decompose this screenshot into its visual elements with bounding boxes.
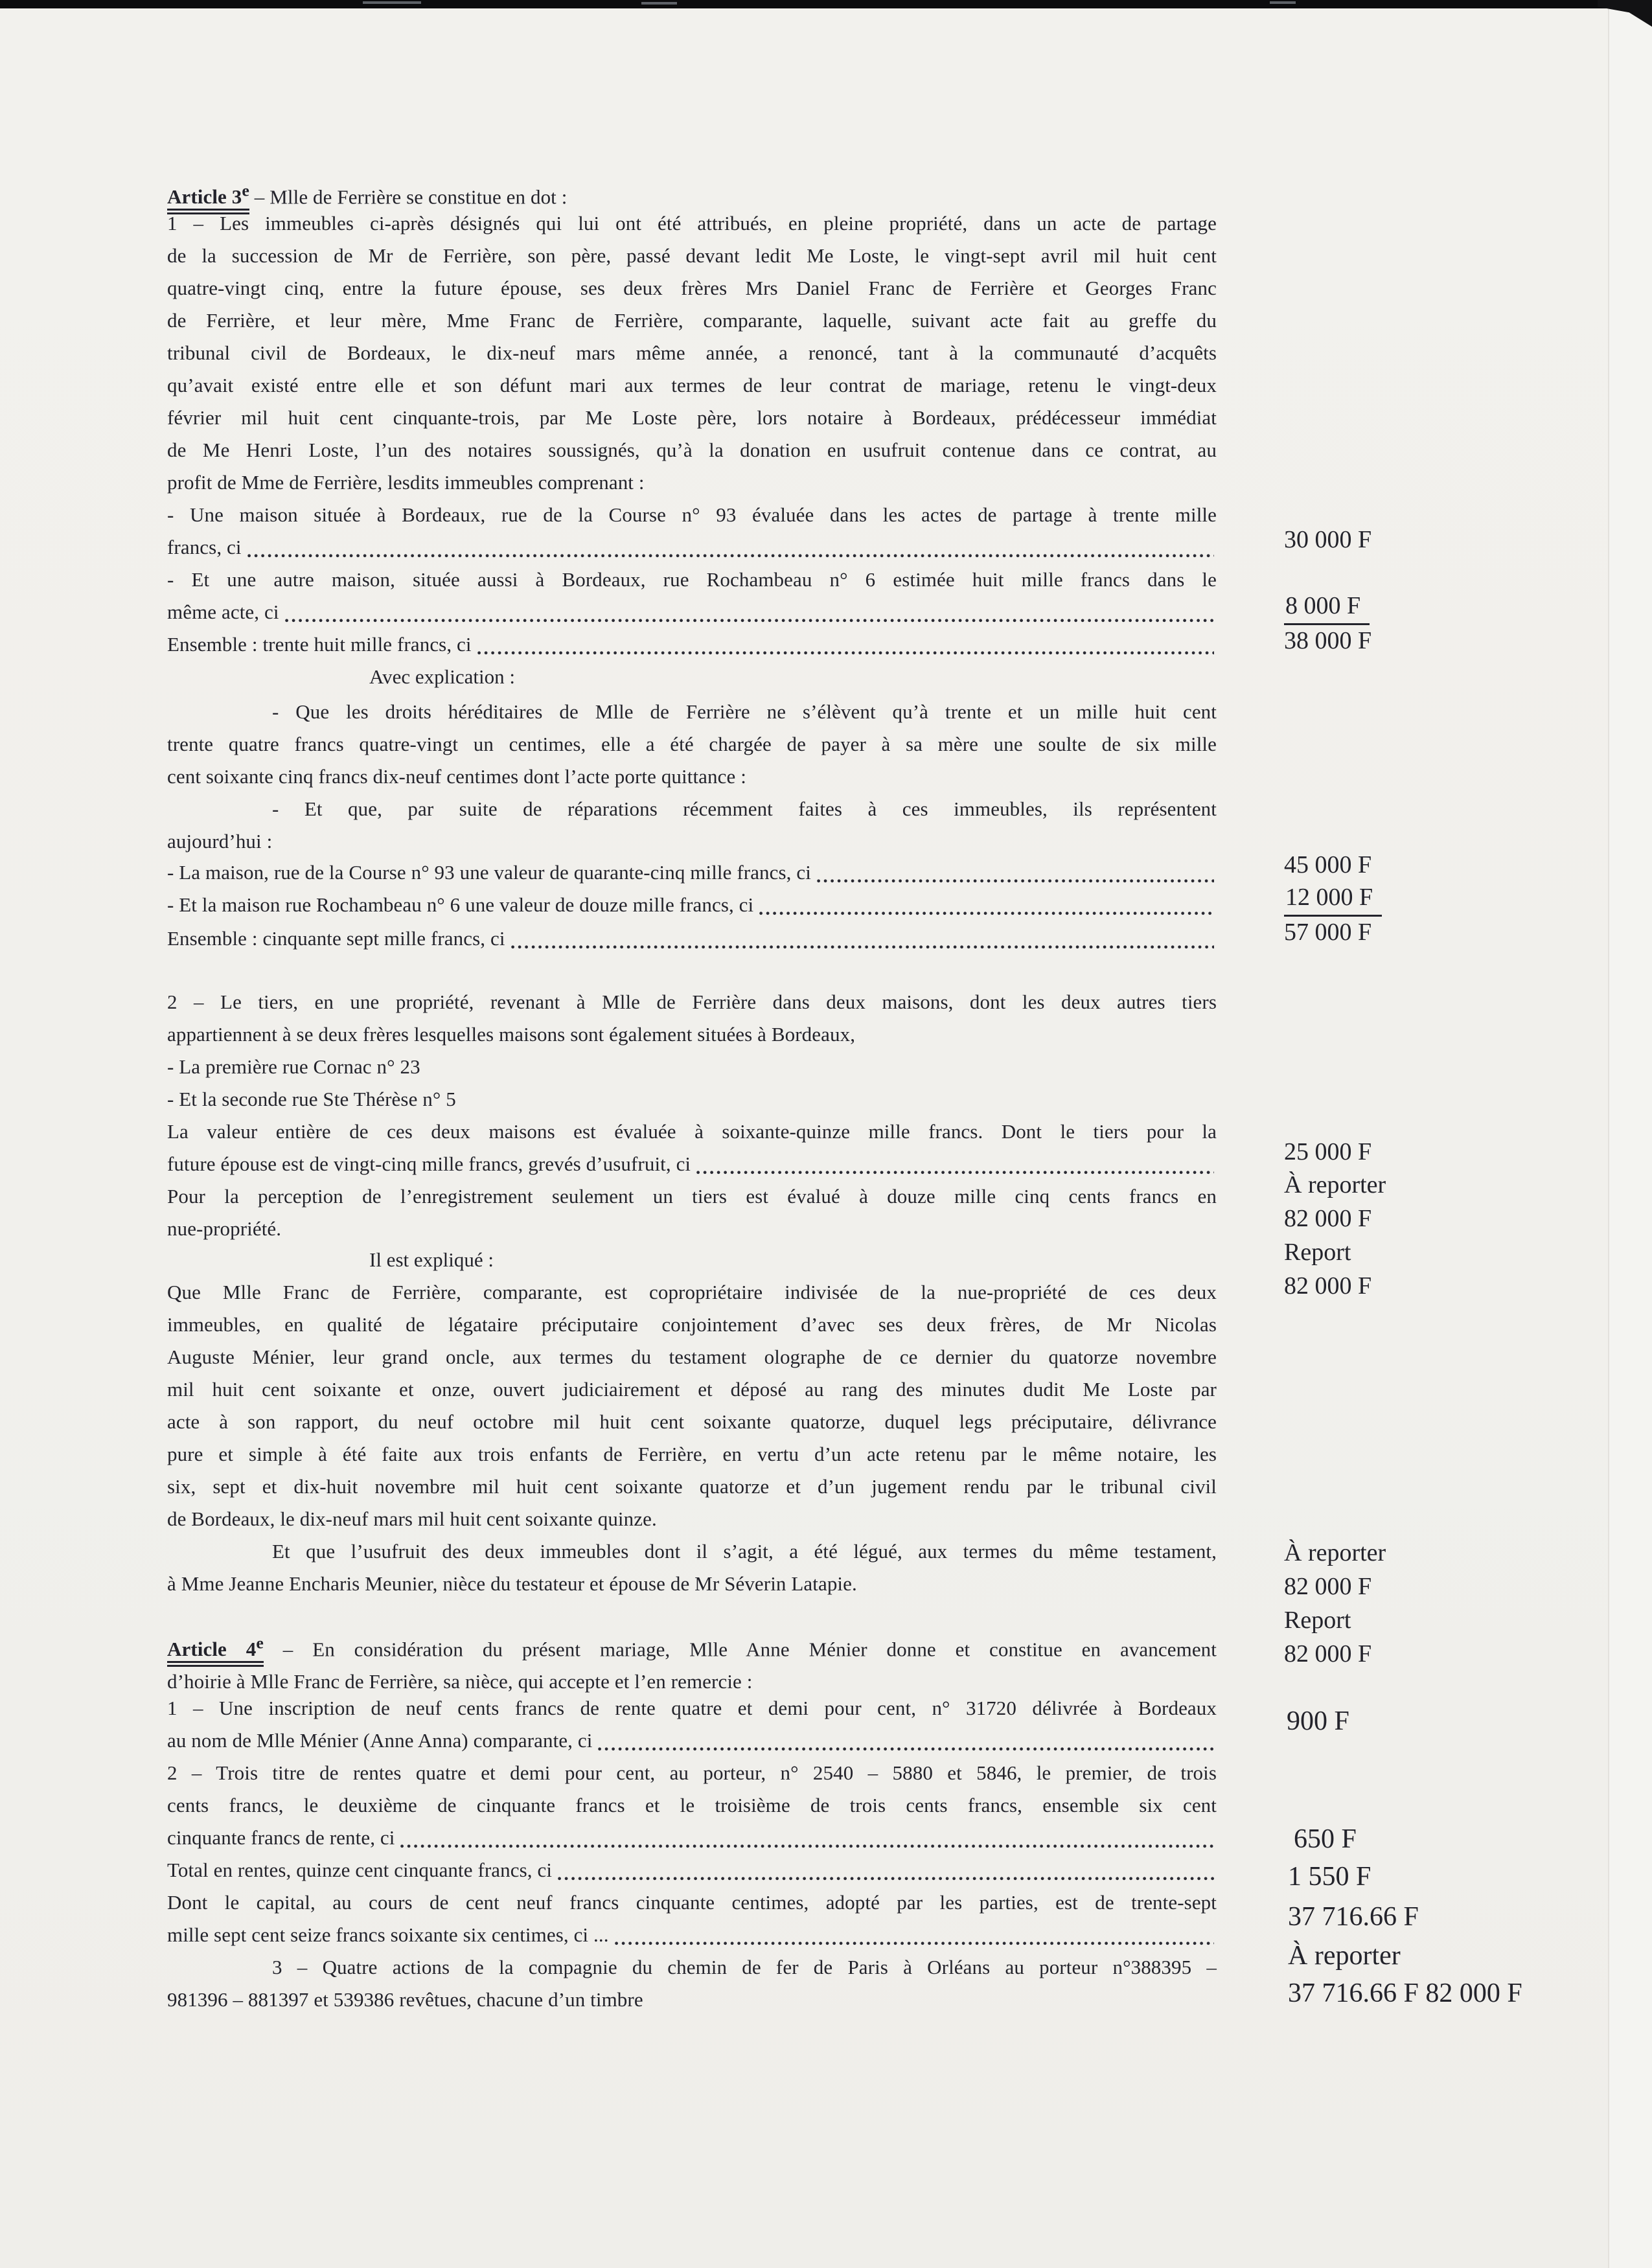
line-rue-ste-therese — [167, 1083, 1217, 1116]
text-line: - Et une autre maison, située aussi à Bordeaux, rue Rochambeau n° 6 estimée huit mille francs dans le — [167, 568, 1217, 591]
amount-value: 30 000 F — [1284, 526, 1372, 553]
text-line: d’hoirie à Mlle Franc de Ferrière, sa nièce, qui accepte et l’en remercie : — [167, 1670, 753, 1693]
amount-value: 1 550 F — [1288, 1862, 1371, 1892]
dot-leader — [511, 945, 1214, 949]
text-line — [167, 1724, 1217, 1757]
dot-leader — [598, 1747, 1214, 1751]
text-line: à Mme Jeanne Encharis Meunier, nièce du testateur et épouse de Mr Séverin Latapie. — [167, 1572, 857, 1595]
text-line: cents francs, le deuxième de cinquante francs et le troisième de trois cents francs, ensemble six cent — [167, 1794, 1217, 1816]
text-line: Que Mlle Franc de Ferrière, comparante, est copropriétaire indivisée de la nue-propriété de ces deux — [167, 1281, 1217, 1303]
text-line: immeubles, en qualité de légataire préciputaire conjointement d’avec ses deux frères, de Mr Nicolas — [167, 1313, 1217, 1336]
text-line: - Que les droits héréditaires de Mlle de Ferrière ne s’élèvent qu’à trente et un mille huit cent — [272, 700, 1217, 723]
scan-speck — [641, 2, 677, 5]
text-line: appartiennent à se deux frères lesquelles maisons sont également situées à Bordeaux, — [167, 1023, 856, 1046]
amount-value: 82 000 F — [1284, 1205, 1372, 1232]
amount-value: 57 000 F — [1284, 919, 1372, 946]
entry-valeur-entiere — [167, 1116, 1217, 1180]
text-line: de Bordeaux, le dix-neuf mars mil huit cent soixante quinze. — [167, 1507, 657, 1530]
dot-leader — [817, 879, 1214, 883]
article-3-superscript: e — [242, 181, 249, 200]
text-line: nue-propriété. — [167, 1217, 282, 1240]
amount-value: 82 000 F — [1284, 1573, 1372, 1600]
text-line — [167, 1627, 1217, 1666]
text-line — [167, 889, 1217, 921]
note-avec-explication: Avec explication : — [369, 665, 515, 688]
leader-text: mille sept cent seize francs soixante six centimes, ci ... — [167, 1923, 609, 1946]
text-line: février mil huit cent cinquante-trois, par Me Loste père, lors notaire à Bordeaux, prédécesseur immédiat — [167, 406, 1217, 429]
leader-text: Total en rentes, quinze cent cinquante francs, ci — [167, 1859, 553, 1881]
dot-leader — [400, 1844, 1214, 1848]
dot-leader — [759, 911, 1214, 915]
dot-leader — [558, 1877, 1214, 1881]
text-line — [167, 856, 1217, 889]
dot-leader — [615, 1942, 1214, 1945]
text-line — [167, 1854, 1217, 1886]
article-3-title-text: – Mlle de Ferrière se constitue en dot : — [249, 185, 568, 209]
amount-a-reporter: À reporter — [1284, 1171, 1386, 1198]
entry-maison-rochambeau — [167, 564, 1217, 628]
text-line: de la succession de Mr de Ferrière, son père, passé devant ledit Me Loste, le vingt-sept avril mil huit cent — [167, 244, 1217, 267]
scan-speck — [1270, 1, 1296, 4]
text-line: Et que l’usufruit des deux immeubles dont il s’agit, a été légué, aux termes du même testament, — [272, 1540, 1217, 1563]
dot-leader — [696, 1171, 1214, 1174]
line-rue-cornac — [167, 1051, 1217, 1083]
amount-value: 25 000 F — [1284, 1138, 1372, 1165]
text-line: - Et la seconde rue Ste Thérèse n° 5 — [167, 1088, 456, 1110]
amount-value: 37 716.66 F — [1288, 1902, 1419, 1932]
dot-leader — [477, 651, 1214, 655]
text-line: cent soixante cinq francs dix-neuf centimes dont l’acte porte quittance : — [167, 765, 746, 788]
leader-text: future épouse est de vingt-cinq mille francs, grevés d’usufruit, ci — [167, 1152, 691, 1175]
text-line: six, sept et dix-huit novembre mil huit cent soixante quatorze et d’un jugement rendu par le tribunal civil — [167, 1475, 1217, 1498]
paragraph-reparations — [167, 793, 1217, 858]
amount-report: Report — [1284, 1239, 1351, 1266]
dot-leader — [285, 619, 1214, 623]
entry-maison-course — [167, 499, 1217, 564]
amount-value: 45 000 F — [1284, 851, 1372, 878]
entry-maison-rochambeau-12000 — [167, 889, 1217, 921]
article-4-title-text: – En considération du présent mariage, Mlle Anne Ménier donne et constitue en avancement — [263, 1638, 1217, 1661]
entry-capital — [167, 1886, 1217, 1951]
amount-value: 650 F — [1294, 1824, 1357, 1854]
text-line — [167, 531, 1217, 564]
scan-top-edge-artifact — [0, 0, 1652, 8]
amount-a-reporter: À reporter — [1288, 1941, 1401, 1971]
leader-text: cinquante francs de rente, ci — [167, 1826, 395, 1849]
text-line: Dont le capital, au cours de cent neuf francs cinquante centimes, adopté par les parties, est de trente-sept — [167, 1891, 1217, 1914]
text-line — [167, 1822, 1217, 1854]
amount-value: 82 000 F — [1284, 1640, 1372, 1667]
text-line: 1 – Les immeubles ci-après désignés qui lui ont été attribués, en pleine propriété, dans un acte de partage — [167, 212, 1217, 235]
text-line: profit de Mme de Ferrière, lesdits immeubles comprenant : — [167, 471, 645, 494]
scan-page-edge-strip — [1608, 0, 1652, 2268]
text-line — [167, 596, 1217, 628]
leader-text: francs, ci — [167, 536, 242, 558]
amount-value-underlined: 8 000 F — [1284, 591, 1370, 625]
article-4-label-text: Article 4 — [167, 1638, 257, 1661]
leader-text: même acte, ci — [167, 601, 279, 623]
text-line: aujourd’hui : — [167, 830, 273, 853]
article-4-heading — [167, 1627, 1217, 1698]
text-line: 1 – Une inscription de neuf cents francs de rente quatre et demi pour cent, n° 31720 délivrée à Bordeaux — [167, 1697, 1217, 1719]
article-4-label — [167, 1634, 264, 1667]
paragraph-perception — [167, 1180, 1217, 1245]
leader-text: - Et la maison rue Rochambeau n° 6 une valeur de douze mille francs, ci — [167, 893, 754, 916]
text-line: 2 – Trois titre de rentes quatre et demi pour cent, au porteur, n° 2540 – 5880 et 5846, le premier, de trois — [167, 1761, 1217, 1784]
text-line: de Me Henri Loste, l’un des notaires soussignés, qu’à la donation en usufruit contenue dans ce contrat, au — [167, 439, 1217, 461]
amount-value: 38 000 F — [1284, 627, 1372, 654]
amount-report: Report — [1284, 1607, 1351, 1634]
text-line: tribunal civil de Bordeaux, le dix-neuf mars même année, a renoncé, tant à la communauté d’acquêts — [167, 341, 1217, 364]
text-line — [167, 628, 1217, 661]
text-line: 3 – Quatre actions de la compagnie du chemin de fer de Paris à Orléans au porteur n°388395 – — [272, 1956, 1217, 1978]
amount-value: 37 716.66 F 82 000 F — [1288, 1978, 1522, 2008]
text-line: acte à son rapport, du neuf octobre mil huit cent soixante quatorze, duquel legs préciputaire, délivrance — [167, 1410, 1217, 1433]
text-line: trente quatre francs quatre-vingt un centimes, elle a été chargée de payer à sa mère une soulte de six mille — [167, 733, 1217, 755]
text-line: Pour la perception de l’enregistrement seulement un tiers est évalué à douze mille cinq cents francs en — [167, 1185, 1217, 1208]
text-line: - Une maison située à Bordeaux, rue de la Course n° 93 évaluée dans les actes de partage à trente mille — [167, 503, 1217, 526]
scan-speck — [363, 1, 421, 4]
entry-inscription-900 — [167, 1692, 1217, 1757]
paragraph-usufruit — [167, 1535, 1217, 1600]
amount-a-reporter: À reporter — [1284, 1539, 1386, 1566]
text-line: pure et simple à été faite aux trois enfants de Ferrière, en vertu d’un acte retenu par le même notaire, les — [167, 1443, 1217, 1465]
text-line — [167, 922, 1217, 955]
leader-text: - La maison, rue de la Course n° 93 une valeur de quarante-cinq mille francs, ci — [167, 861, 811, 884]
amount-value: 82 000 F — [1284, 1272, 1372, 1300]
entry-trois-titres — [167, 1757, 1217, 1854]
leader-text: au nom de Mlle Ménier (Anne Anna) comparante, ci — [167, 1729, 593, 1752]
text-line: - Et que, par suite de réparations récemment faites à ces immeubles, ils représentent — [272, 797, 1217, 820]
entry-ensemble-38000 — [167, 628, 1217, 661]
entry-ensemble-57000 — [167, 922, 1217, 955]
article-4-superscript: e — [256, 1634, 264, 1653]
text-line: de Ferrière, et leur mère, Mme Franc de Ferrière, comparante, laquelle, suivant acte fait au greffe du — [167, 309, 1217, 332]
leader-text: Ensemble : cinquante sept mille francs, ci — [167, 927, 505, 950]
text-line: 2 – Le tiers, en une propriété, revenant à Mlle de Ferrière dans deux maisons, dont les deux autres tiers — [167, 991, 1217, 1013]
paragraph-coproprietaire — [167, 1276, 1217, 1535]
text-line: 981396 – 881397 et 539386 revêtues, chacune d’un timbre — [167, 1988, 643, 2011]
amount-value-underlined: 12 000 F — [1284, 882, 1382, 917]
entry-maison-course-45000 — [167, 856, 1217, 889]
paragraph-le-tiers — [167, 986, 1217, 1051]
entry-total-rentes — [167, 1854, 1217, 1886]
amount-value: 900 F — [1287, 1706, 1349, 1736]
dot-leader — [247, 554, 1214, 558]
text-line — [167, 1148, 1217, 1180]
text-line — [167, 1919, 1217, 1951]
article-3-label-text: Article 3 — [167, 185, 242, 209]
text-line: qu’avait existé entre elle et son défunt mari aux termes de leur contrat de mariage, retenu le vingt-deux — [167, 374, 1217, 396]
paragraph-immeubles — [167, 207, 1217, 499]
note-il-est-explique: Il est expliqué : — [369, 1248, 494, 1271]
paragraph-droits-hereditaires — [167, 696, 1217, 793]
leader-text: Ensemble : trente huit mille francs, ci — [167, 633, 472, 656]
paragraph-quatre-actions — [167, 1951, 1217, 2016]
text-line: mil huit cent soixante et onze, ouvert judiciairement et déposé au rang des minutes dudit Me Loste par — [167, 1378, 1217, 1401]
text-line: La valeur entière de ces deux maisons est évaluée à soixante-quinze mille francs. Dont le tiers pour la — [167, 1120, 1217, 1143]
text-line: quatre-vingt cinq, entre la future épouse, ses deux frères Mrs Daniel Franc de Ferrière et Georges Franc — [167, 277, 1217, 299]
text-line: Auguste Ménier, leur grand oncle, aux termes du testament olographe de ce dernier du quatorze novembre — [167, 1346, 1217, 1368]
text-line: - La première rue Cornac n° 23 — [167, 1055, 420, 1078]
